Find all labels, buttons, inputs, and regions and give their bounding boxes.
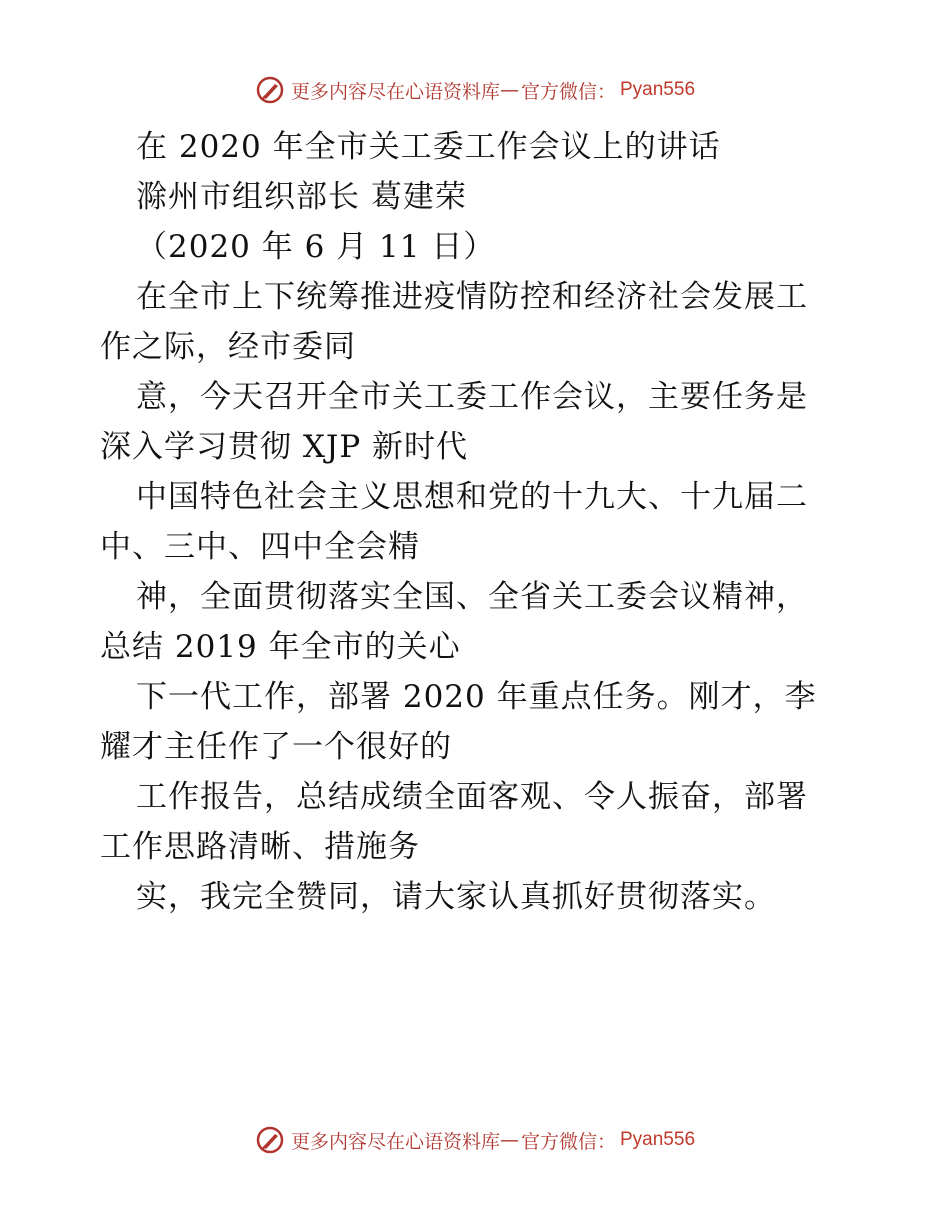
paragraph-line: 中国特色社会主义思想和党的十九大、十九届二 [136,479,808,515]
banner-separator: — [499,79,519,101]
paragraph-line: 中、三中、四中全会精 [100,529,420,565]
banner-wechat-label: 官方微信： [520,80,616,103]
header-banner[interactable] [0,70,950,110]
paragraph-line: 在全市上下统筹推进疫情防控和经济社会发展工 [136,279,808,315]
document-author: 滁州市组织部长 葛建荣 [136,179,467,215]
paragraph-line: 总结 2019 年全市的关心 [100,629,461,665]
document-date: （2020 年 6 月 11 日） [136,229,496,265]
paragraph-line: 深入学习贯彻 XJP 新时代 [100,429,469,465]
quill-logo-icon [255,1125,285,1155]
banner-main-text: 更多内容尽在心语资料库 [290,80,500,103]
paragraph-line: 耀才主任作了一个很好的 [100,729,452,765]
paragraph-line: 神，全面贯彻落实全国、全省关工委会议精神， [136,579,808,615]
paragraph-line: 工作思路清晰、措施务 [100,829,420,865]
banner-separator: — [499,1129,519,1151]
banner-wechat-id: Pyan556 [620,1129,696,1150]
paragraph-line: 意，今天召开全市关工委工作会议，主要任务是 [136,379,808,415]
document-title: 在 2020 年全市关工委工作会议上的讲话 [136,129,721,165]
document-body [100,122,860,922]
quill-logo-icon [255,75,285,105]
paragraph-line: 实，我完全赞同，请大家认真抓好贯彻落实。 [136,879,776,915]
banner-main-text: 更多内容尽在心语资料库 [290,1130,500,1153]
banner-wechat-id: Pyan556 [620,79,696,100]
paragraph-line: 下一代工作，部署 2020 年重点任务。刚才，李 [136,679,817,715]
banner-wechat-label: 官方微信： [520,1130,616,1153]
footer-banner[interactable] [0,1120,950,1160]
paragraph-line: 作之际，经市委同 [100,329,356,365]
paragraph-line: 工作报告，总结成绩全面客观、令人振奋，部署 [136,779,808,815]
